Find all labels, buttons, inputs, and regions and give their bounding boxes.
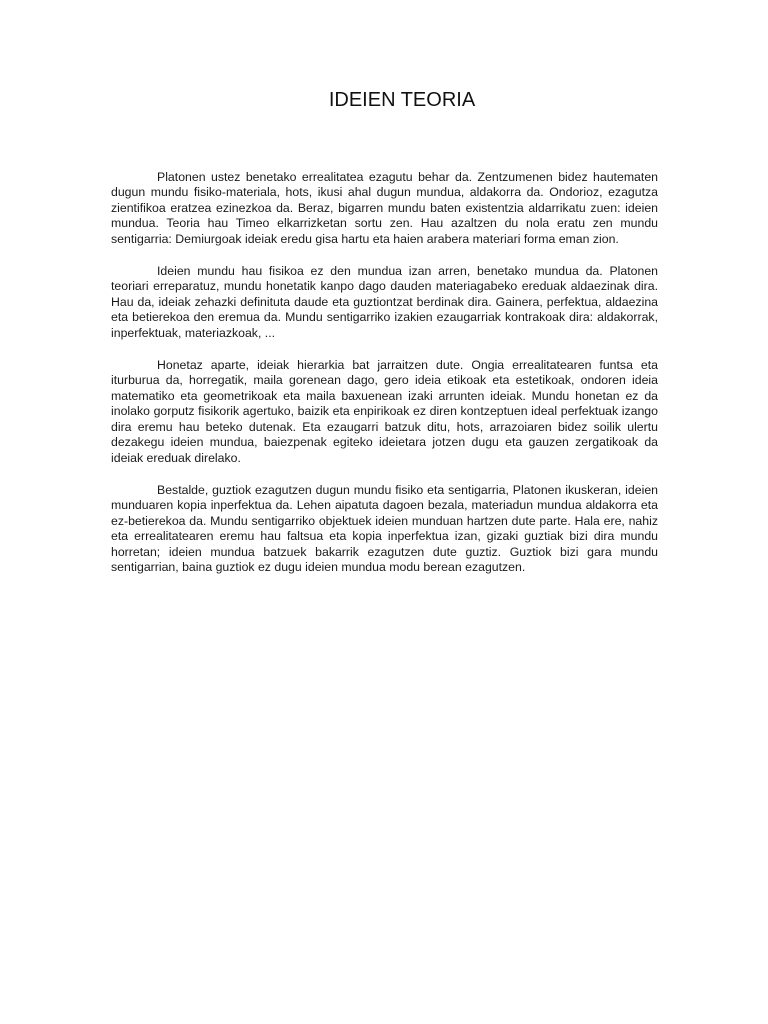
paragraph-4: Bestalde, guztiok ezagutzen dugun mundu fisiko eta sentigarria, Platonen ikuskeran, ideien munduaren kopia inperfektua da. Lehen aipatuta dagoen bezala, materiadun mundua aldakorra eta ez-betierekoa da. Mundu sentigarriko objektuek ideien munduan hartzen dute parte. Hala ere, nahiz eta errealitatearen eremu hau faltsua eta kopia inperfektua izan, gizaki guztiak bizi dira mundu horretan; ideien mundua batzuek bakarrik ezagutzen dute guztiz. Guztiok bizi gara mundu sentigarrian, baina guztiok ez dugu ideien mundua modu berean ezagutzen. [111,482,658,574]
paragraph-1: Platonen ustez benetako errealitatea ezagutu behar da. Zentzumenen bidez hautematen dugun mundu fisiko-materiala, hots, ikusi ahal dugun mundua, aldakorra da. Ondorioz, ezagutza zientifikoa eratzea ezinezkoa da. Beraz, bigarren mundu baten existentzia aldarrikatu zuen: ideien mundua. Teoria hau Timeo elkarrizketan sortu zen. Hau azaltzen du nola eratu zen mundu sentigarria: Demiurgoak ideiak eredu gisa hartu eta haien arabera materiari forma eman zion. [111,170,658,246]
paragraph-2: Ideien mundu hau fisikoa ez den mundua izan arren, benetako mundua da. Platonen teoriari erreparatuz, mundu honetatik kanpo dago dauden materiagabeko ereduak aldaezinak dira. Hau da, ideiak zehazki definituta daude eta guztiontzat berdinak dira. Gainera, perfektua, aldaezina eta betierekoa den eremua da. Mundu sentigarriko izakien ezaugarriak kontrakoak dira: aldakorrak, inperfektuak, materiazkoak, ... [111,264,658,340]
document-body [111,170,658,575]
document-title: IDEIEN TEORIA [328,89,476,111]
paragraph-3: Honetaz aparte, ideiak hierarkia bat jarraitzen dute. Ongia errealitatearen funtsa eta iturburua da, horregatik, maila gorenean dago, gero ideia etikoak eta estetikoak, ondoren ideia matematiko eta geometrikoak eta maila baxuenean izaki arrunten ideiak. Mundu honetan ez da inolako gorputz fisikorik agertuko, baizik eta enpirikoak ez diren kontzeptuen ideal perfektuak izango dira eremu hau beteko dutenak. Eta ezaugarri batzuk ditu, hots, arrazoiaren bidez soilik ulertu dezakegu ideien mundua, baiezpenak egiteko ideietara jotzen dugu eta gauzen zergatikoak da ideiak ereduak direlako. [111,358,658,465]
